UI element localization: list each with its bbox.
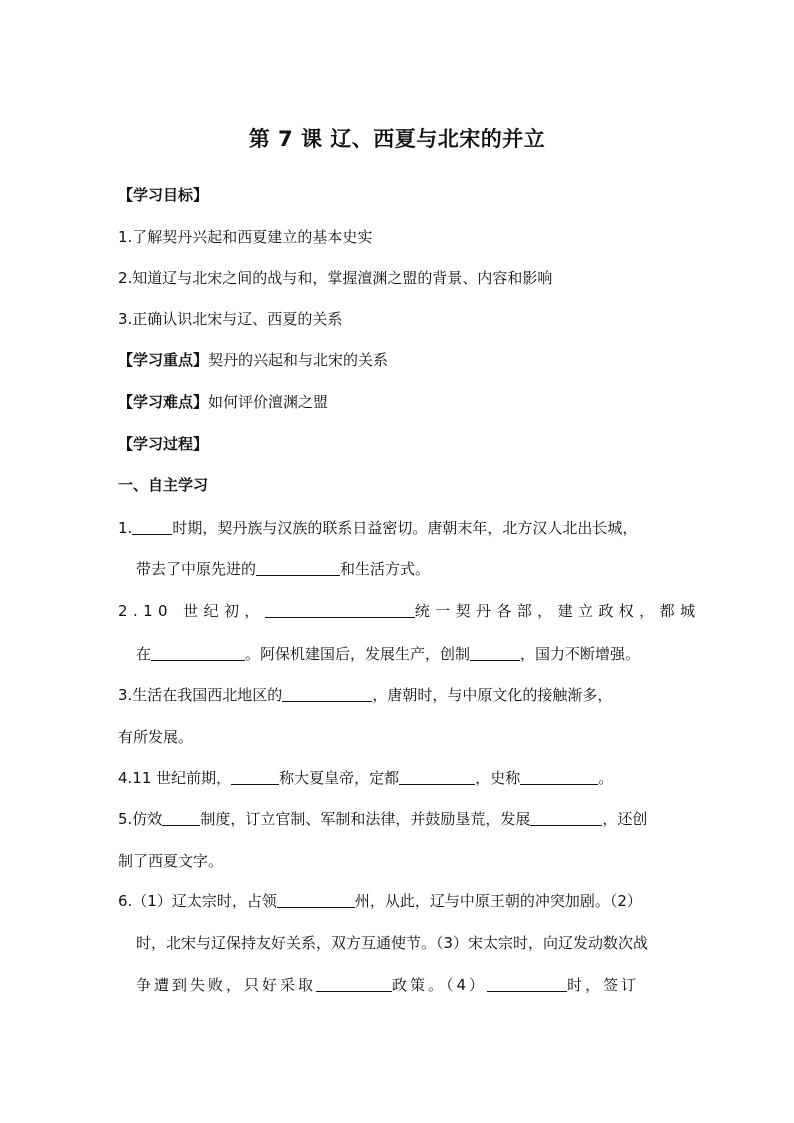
question-5-line-1 xyxy=(118,808,647,830)
q1-number: 1. xyxy=(118,519,133,537)
difficulty-row xyxy=(118,391,328,413)
q6-text-2: 州，从此，辽与中原王朝的冲突加剧。（2） xyxy=(354,892,642,910)
q2-text-1: 2.10 世纪初， xyxy=(118,602,265,620)
goal-item-2: 2.知道辽与北宋之间的战与和，掌握澶渊之盟的背景、内容和影响 xyxy=(118,269,553,287)
q5-text-3: ，还创 xyxy=(602,810,648,828)
question-5-line-2: 制了西夏文字。 xyxy=(118,852,224,870)
q6-blank-2[interactable] xyxy=(316,975,392,992)
q1-text-2: 带去了中原先进的 xyxy=(136,560,257,578)
q2-blank-3[interactable] xyxy=(470,644,520,661)
q1-text-1: 时期，契丹族与汉族的联系日益密切。唐朝末年，北方汉人北出长城， xyxy=(172,519,638,537)
question-2-line-1 xyxy=(118,600,700,622)
difficulty-text: 如何评价澶渊之盟 xyxy=(208,393,329,411)
q6-blank-1[interactable] xyxy=(277,891,355,908)
q1-blank-2[interactable] xyxy=(256,559,340,576)
self-study-header: 一、自主学习 xyxy=(118,476,209,494)
q4-blank-2[interactable] xyxy=(399,768,475,785)
q5-blank-1[interactable] xyxy=(162,809,200,826)
goals-header: 【学习目标】 xyxy=(118,186,209,204)
q4-blank-3[interactable] xyxy=(520,768,598,785)
goal-item-1: 1.了解契丹兴起和西夏建立的基本史实 xyxy=(118,228,373,246)
q6-text-3: 争遭到失败，只好采取 xyxy=(136,976,317,994)
key-point-row xyxy=(118,349,388,371)
q3-text-2: ，唐朝时，与中原文化的接触渐多， xyxy=(372,686,613,704)
q4-text-3: ，史称 xyxy=(475,769,521,787)
page-title: 第 7 课 辽、西夏与北宋的并立 xyxy=(248,127,546,151)
q2-text-2: 统一契丹各部，建立政权，都城 xyxy=(414,602,701,620)
q6-text-5: 时，签订 xyxy=(567,976,640,994)
question-1-line-1 xyxy=(118,517,637,539)
q5-text-1: 5.仿效 xyxy=(118,810,163,828)
key-point-text: 契丹的兴起和与北宋的关系 xyxy=(208,351,389,369)
q2-blank-2[interactable] xyxy=(151,644,245,661)
q1-blank-1[interactable] xyxy=(132,518,172,535)
question-2-line-2 xyxy=(136,643,640,665)
process-header: 【学习过程】 xyxy=(118,435,209,453)
q6-text-4: 政策。（4） xyxy=(392,976,488,994)
question-6-line-3 xyxy=(136,974,639,996)
q5-text-2: 制度，订立官制、军制和法律，并鼓励垦荒，发展 xyxy=(200,810,531,828)
q5-blank-2[interactable] xyxy=(530,809,602,826)
q4-text-2: 称大夏皇帝，定都 xyxy=(279,769,400,787)
q4-text-1: 4.11 世纪前期， xyxy=(118,769,232,787)
question-1-line-2 xyxy=(136,558,430,580)
q3-blank-1[interactable] xyxy=(282,685,372,702)
key-point-label: 【学习重点】 xyxy=(118,351,209,369)
q6-blank-3[interactable] xyxy=(487,975,567,992)
q3-text-1: 3.生活在我国西北地区的 xyxy=(118,686,283,704)
q1-text-3: 和生活方式。 xyxy=(340,560,431,578)
q2-text-3: 在 xyxy=(136,645,152,663)
q4-text-4: 。 xyxy=(598,769,614,787)
q4-blank-1[interactable] xyxy=(231,768,279,785)
q6-text-1: 6.（1）辽太宗时，占领 xyxy=(118,892,277,910)
question-3-line-1 xyxy=(118,684,612,706)
question-6-line-1 xyxy=(118,890,642,912)
question-4-line xyxy=(118,767,613,789)
q2-blank-1[interactable] xyxy=(265,601,415,618)
q2-text-5: ，国力不断增强。 xyxy=(520,645,641,663)
goal-item-3: 3.正确认识北宋与辽、西夏的关系 xyxy=(118,310,343,328)
question-6-line-2: 时，北宋与辽保持友好关系，双方互通使节。（3）宋太宗时，向辽发动数次战 xyxy=(136,934,649,952)
question-3-line-2: 有所发展。 xyxy=(118,728,194,746)
q2-text-4: 。阿保机建国后，发展生产，创制 xyxy=(245,645,471,663)
difficulty-label: 【学习难点】 xyxy=(118,393,209,411)
